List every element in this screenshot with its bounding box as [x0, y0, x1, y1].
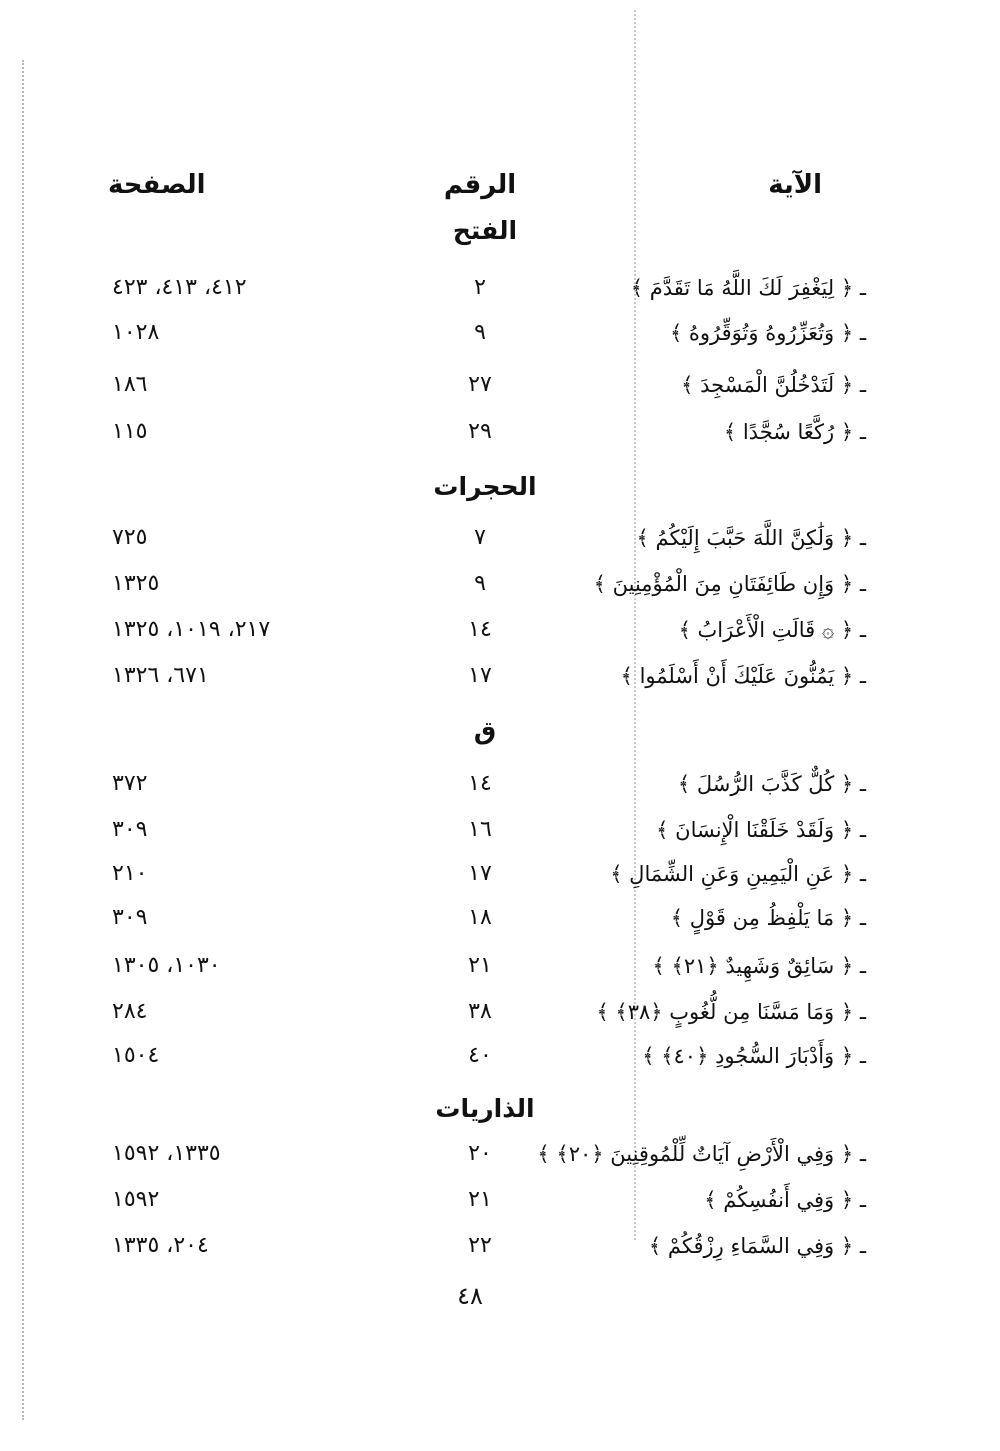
column-header-page: الصفحة	[108, 170, 206, 200]
verse-number: ١٤	[468, 771, 492, 796]
verse-text: ـ ﴿ وَلَٰكِنَّ اللَّهَ حَبَّبَ إِلَيْكُمُ ﴾	[636, 526, 866, 550]
column-header-number: الرقم	[443, 170, 517, 200]
verse-number: ٢٧	[468, 372, 492, 397]
page-references: ١٨٦	[112, 372, 148, 397]
page-references: ١٥٠٤	[112, 1043, 160, 1068]
index-row	[0, 270, 1000, 310]
verse-text: ـ ﴿ لَتَدْخُلُنَّ الْمَسْجِدَ ﴾	[681, 373, 866, 397]
verse-number: ٤٠	[468, 1043, 492, 1068]
verse-number: ٩	[474, 320, 486, 345]
index-row	[0, 766, 1000, 806]
index-row	[0, 812, 1000, 852]
verse-number: ٣٨	[468, 999, 492, 1024]
index-row	[0, 315, 1000, 355]
verse-number: ٢	[474, 275, 486, 300]
verse-number: ١٨	[468, 905, 492, 930]
index-row	[0, 948, 1000, 988]
index-row	[0, 367, 1000, 407]
verse-number: ٧	[474, 525, 486, 550]
verse-number: ٢٠	[468, 1141, 492, 1166]
verse-text: ـ ﴿ يَمُنُّونَ عَلَيْكَ أَنْ أَسْلَمُوا ﴾	[620, 664, 866, 688]
verse-text: ـ ﴿ ۞ قَالَتِ الْأَعْرَابُ ﴾	[678, 618, 866, 642]
page-references: ٢٠٤، ١٣٣٥	[112, 1233, 209, 1258]
index-row	[0, 1182, 1000, 1222]
page-references: ٢١٧، ١٠١٩، ١٣٢٥	[112, 617, 271, 642]
page-references: ٢٨٤	[112, 999, 148, 1024]
page-references: ٦٧١، ١٣٢٦	[112, 663, 209, 688]
index-row	[0, 856, 1000, 896]
index-row	[0, 566, 1000, 606]
surah-title: الذاريات	[435, 1094, 535, 1123]
verse-text: ـ ﴿ وَلَقَدْ خَلَقْنَا الْإِنسَانَ ﴾	[656, 818, 866, 842]
verse-text: ـ ﴿ عَنِ الْيَمِينِ وَعَنِ الشِّمَالِ ﴾	[610, 862, 866, 886]
page-references: ١٠٣٠، ١٣٠٥	[112, 953, 221, 978]
page-references: ١٣٣٥، ١٥٩٢	[112, 1141, 221, 1166]
index-row	[0, 414, 1000, 454]
verse-text: ـ ﴿ وَفِي السَّمَاءِ رِزْقُكُمْ ﴾	[648, 1234, 866, 1258]
verse-text: ـ ﴿ وَتُعَزِّرُوهُ وَتُوَقِّرُوهُ ﴾	[669, 321, 866, 345]
index-row	[0, 520, 1000, 560]
verse-number: ٩	[474, 571, 486, 596]
page-references: ١١٥	[112, 419, 148, 444]
verse-text: ـ ﴿ سَائِقٌ وَشَهِيدٌ ﴿٢١﴾ ﴾	[652, 954, 866, 978]
verse-text: ـ ﴿ مَا يَلْفِظُ مِن قَوْلٍ ﴾	[670, 906, 866, 930]
surah-title: الفتح	[452, 216, 518, 245]
verse-text: ـ ﴿ كُلٌّ كَذَّبَ الرُّسُلَ ﴾	[677, 772, 866, 796]
verse-text: ـ ﴿ وَإِن طَائِفَتَانِ مِنَ الْمُؤْمِنِينَ ﴾	[593, 572, 866, 596]
verse-number: ٢١	[468, 953, 492, 978]
index-row	[0, 1228, 1000, 1268]
index-row	[0, 1136, 1000, 1176]
index-row	[0, 994, 1000, 1034]
column-header-ayah: الآية	[768, 170, 822, 200]
page-references: ٢١٠	[112, 861, 148, 886]
verse-text: ـ ﴿ وَفِي الْأَرْضِ آيَاتٌ لِّلْمُوقِنِينَ ﴿٢٠﴾ ﴾	[537, 1142, 866, 1166]
page-references: ٣٠٩	[112, 905, 148, 930]
verse-text: ـ ﴿ وَأَدْبَارَ السُّجُودِ ﴿٤٠﴾ ﴾	[642, 1044, 866, 1068]
index-row	[0, 658, 1000, 698]
verse-text: ـ ﴿ وَمَا مَسَّنَا مِن لُّغُوبٍ ﴿٣٨﴾ ﴾	[596, 1000, 866, 1024]
verse-number: ١٤	[468, 617, 492, 642]
page-references: ١٥٩٢	[112, 1187, 160, 1212]
verse-number: ٢١	[468, 1187, 492, 1212]
page-references: ٣٠٩	[112, 817, 148, 842]
verse-number: ١٧	[468, 861, 492, 886]
verse-number: ١٧	[468, 663, 492, 688]
verse-text: ـ ﴿ رُكَّعًا سُجَّدًا ﴾	[723, 420, 866, 444]
page-references: ٧٢٥	[112, 525, 148, 550]
verse-number: ٢٩	[468, 419, 492, 444]
index-row	[0, 612, 1000, 652]
page-references: ٣٧٢	[112, 771, 148, 796]
surah-title: ق	[473, 716, 497, 745]
verse-number: ١٦	[468, 817, 492, 842]
verse-text: ـ ﴿ وَفِي أَنفُسِكُمْ ﴾	[704, 1188, 866, 1212]
page-references: ٤١٢، ٤١٣، ٤٢٣	[112, 275, 247, 300]
page-number: ٤٨	[457, 1282, 483, 1310]
verse-number: ٢٢	[468, 1233, 492, 1258]
verse-text: ـ ﴿ لِيَغْفِرَ لَكَ اللَّهُ مَا تَقَدَّمَ ﴾	[630, 276, 866, 300]
surah-title: الحجرات	[433, 472, 537, 501]
index-row	[0, 1038, 1000, 1078]
index-row	[0, 900, 1000, 940]
page-references: ١٠٢٨	[112, 320, 160, 345]
page-references: ١٣٢٥	[112, 571, 160, 596]
